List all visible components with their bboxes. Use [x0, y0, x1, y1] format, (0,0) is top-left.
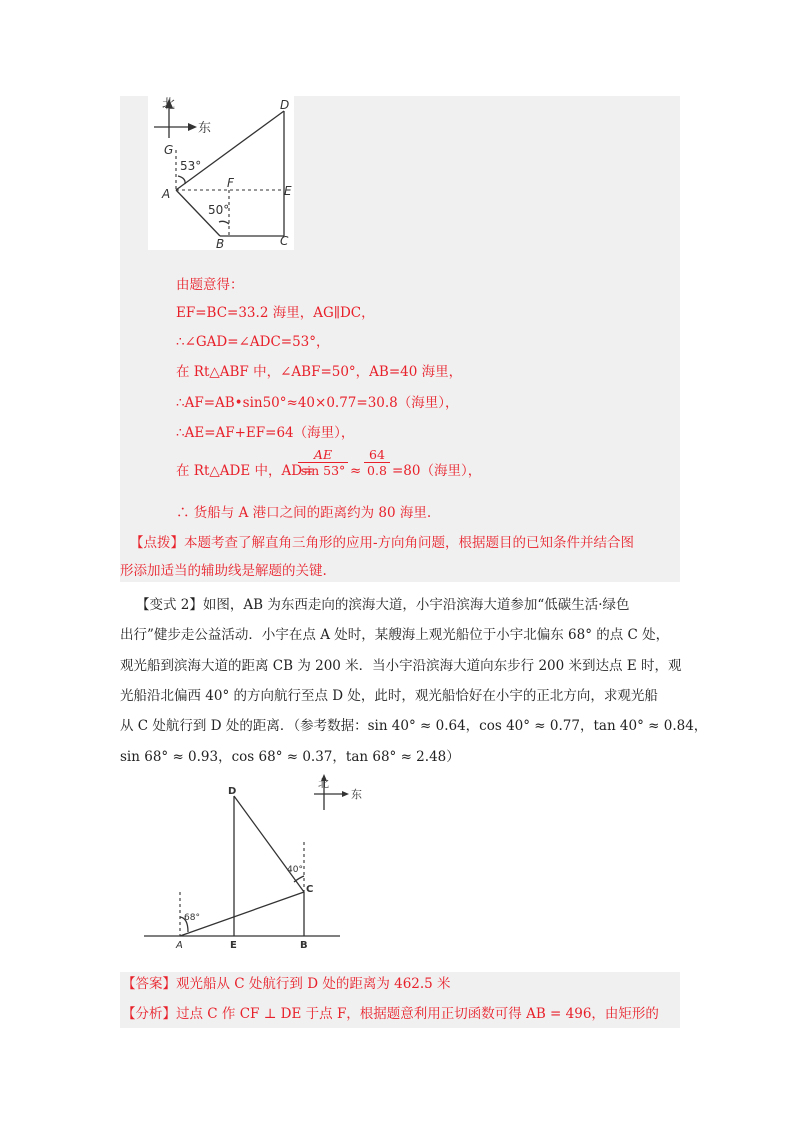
fig1-label-A: A	[162, 187, 171, 201]
fig2-label-C: C	[306, 884, 314, 895]
fig1-label-C: C	[280, 234, 289, 248]
fig2-angle-40: 40°	[287, 865, 303, 875]
solution-line-6: ∴AE=AF+EF=64（海里），	[176, 425, 355, 441]
fig1-label-G: G	[164, 143, 174, 157]
fig2-east-label: 东	[351, 788, 362, 801]
tip-line-2: 形添加适当的辅助线是解题的关键.	[120, 563, 327, 579]
solution-line-4: 在 Rt△ABF 中，∠ABF=50°，AB=40 海里，	[176, 364, 463, 380]
problem-line-4: 光船沿北偏西 40° 的方向航行至点 D 处，此时，观光船恰好在小宇的正北方向，求观光船	[120, 688, 658, 704]
solution-conclusion: ∴ 货船与 A 港口之间的距离约为 80 海里.	[176, 505, 432, 521]
fig2-label-E: E	[230, 940, 237, 951]
fig2-angle-68: 68°	[184, 913, 200, 923]
problem-line-5: 从 C 处航行到 D 处的距离．（参考数据：sin 40° ≈ 0.64，cos 40° ≈ 0.77，tan 40° ≈ 0.84，	[120, 718, 708, 734]
fraction-1-numerator: AE	[298, 447, 348, 463]
fig2-label-D: D	[228, 786, 237, 797]
solution-line-7-suffix: =80（海里），	[392, 463, 482, 479]
fig2-label-B: B	[300, 940, 308, 951]
tip-line-1: 【点拨】本题考查了解直角三角形的应用-方向角问题，根据题目的已知条件并结合图	[130, 535, 635, 551]
fig1-angle-53: 53°	[180, 159, 202, 173]
fig2-north-label: 北	[318, 777, 329, 790]
fig1-label-E: E	[284, 184, 292, 198]
fig1-label-F: F	[227, 176, 234, 190]
fraction-ae-over-sin53	[298, 447, 348, 478]
solution-line-3: ∴∠GAD=∠ADC=53°，	[176, 334, 330, 350]
fig1-north-label: 北	[162, 97, 176, 112]
figure-1	[148, 96, 294, 250]
problem-line-3: 观光船到滨海大道的距离 CB 为 200 米．当小宇沿滨海大道向东步行 200 米到达点 E 时，观	[120, 658, 682, 674]
problem-line-2: 出行”健步走公益活动．小宇在点 A 处时，某艘海上观光船位于小宇北偏东 68° 的点 C 处，	[120, 627, 670, 643]
fig2-label-A: A	[176, 940, 183, 951]
fig1-label-D: D	[280, 98, 290, 112]
figure-2	[140, 772, 370, 952]
fig1-label-B: B	[216, 237, 225, 250]
fraction-2-numerator: 64	[364, 447, 390, 463]
approx-symbol: ≈	[350, 463, 362, 479]
solution-line-7-prefix: 在 Rt△ADE 中，AD=	[176, 463, 314, 479]
solution-line-2: EF=BC=33.2 海里，AG∥DC，	[176, 305, 375, 321]
fraction-2-denominator: 0.8	[367, 463, 387, 478]
fig1-east-label: 东	[198, 121, 212, 136]
solution-line-1: 由题意得：	[176, 277, 244, 293]
problem-line-6: sin 68° ≈ 0.93，cos 68° ≈ 0.37，tan 68° ≈ 2.48）	[120, 749, 460, 765]
answer-line: 【答案】观光船从 C 处航行到 D 处的距离为 462.5 米	[122, 976, 451, 992]
analysis-line: 【分析】过点 C 作 CF ⊥ DE 于点 F，根据题意利用正切函数可得 AB = 496，由矩形的	[122, 1006, 659, 1022]
fraction-1-denominator: sin 53°	[300, 463, 346, 478]
fig1-angle-50: 50°	[208, 203, 230, 217]
problem-line-1: 【变式 2】如图，AB 为东西走向的滨海大道，小宇沿滨海大道参加“低碳生活·绿色	[136, 597, 630, 613]
fraction-64-over-0.8	[364, 447, 390, 478]
solution-line-5: ∴AF=AB•sin50°≈40×0.77=30.8（海里），	[176, 395, 459, 411]
